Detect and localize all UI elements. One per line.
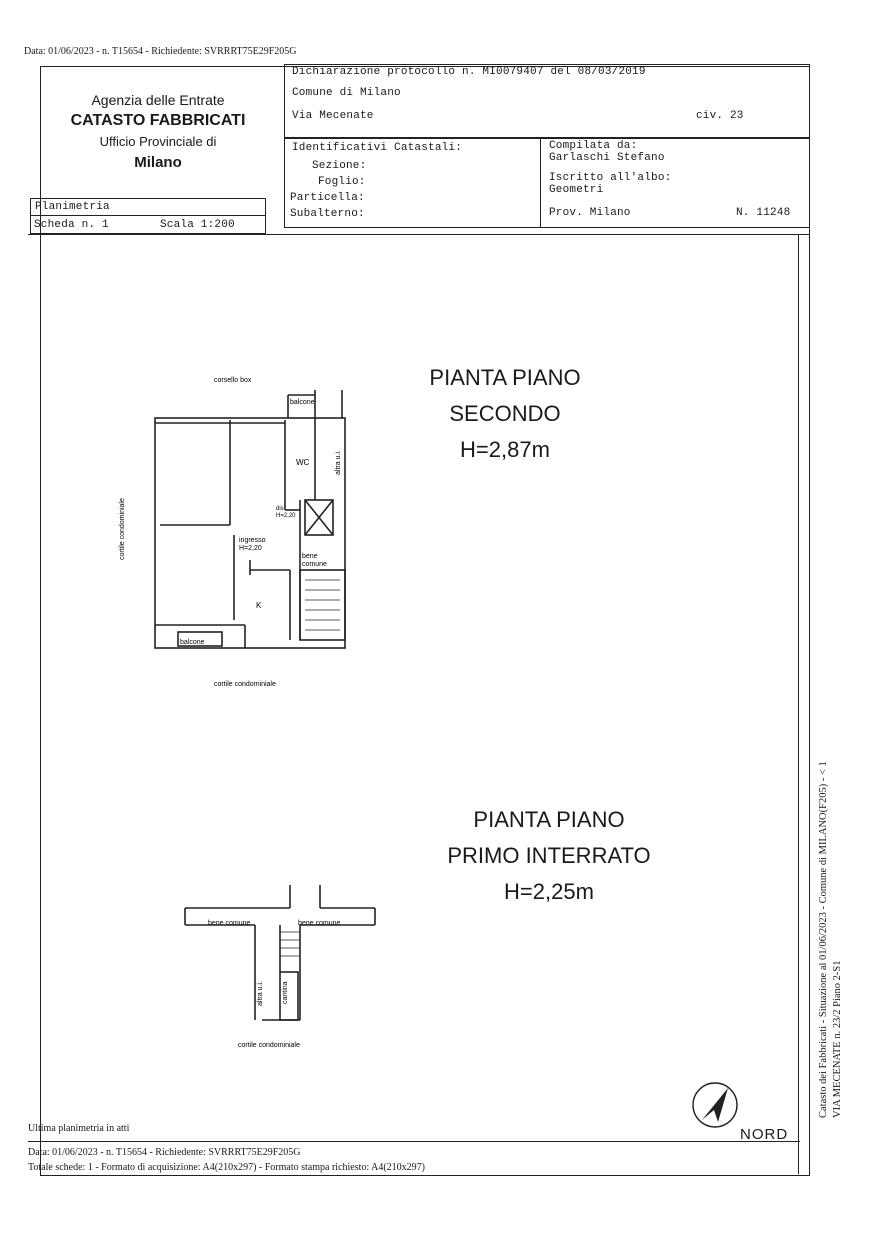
label-cortile-bottom: cortile condominiale: [214, 681, 276, 688]
floor1-title: [390, 360, 620, 468]
agency-header: [60, 90, 256, 174]
sheet-top-border: [28, 234, 810, 235]
floor1-title-line1: PIANTA PIANO: [429, 365, 581, 390]
label-balcone-bottom: balcone: [180, 639, 205, 646]
label-bene: bene: [302, 553, 318, 560]
albo-value: Geometri: [549, 184, 604, 196]
planimetria-divider: [30, 215, 266, 216]
albo-label: Iscritto all'albo:: [549, 172, 672, 184]
catasto-title: CATASTO FABBRICATI: [70, 112, 246, 129]
footer-data: Data: 01/06/2023 - n. T15654 - Richiedente: SVRRRT75E29F205G: [28, 1147, 301, 1158]
province: Prov. Milano: [549, 207, 631, 219]
footer-ultima: Ultima planimetria in atti: [28, 1123, 130, 1134]
floor2-title-line1: PIANTA PIANO: [473, 807, 625, 832]
foglio-label: Foglio:: [318, 176, 366, 188]
label-altra-ui: altra u.i.: [335, 450, 342, 475]
side-text-line1: Catasto dei Fabbricati - Situazione al 01/06/2023 - Comune di MILANO(F205) - < 1: [818, 761, 829, 1118]
walls-basement: [185, 885, 375, 1020]
scheda-number: Scheda n. 1: [34, 219, 109, 231]
floor-plan-basement: [180, 880, 380, 1055]
label-cortile-left: cortile condominiale: [119, 498, 126, 560]
compilata-label: Compilata da:: [549, 140, 638, 152]
identificativi-title: Identificativi Catastali:: [292, 142, 463, 154]
civic-number: civ. 23: [696, 110, 744, 122]
label-ingresso-height: H=2,20: [239, 545, 262, 552]
address-line: Via Mecenate: [292, 110, 374, 122]
city-name: Milano: [134, 154, 182, 171]
label-comune: comune: [302, 561, 327, 568]
north-label: NORD: [740, 1126, 789, 1143]
north-arrow-icon: [690, 1080, 740, 1130]
protocol-line: Dichiarazione protocollo n. MI0079407 del 08/03/2019: [292, 66, 646, 78]
label-bene-comune-2: bene comune: [298, 920, 341, 927]
side-text-line2: VIA MECENATE n. 23/2 Piano 2-S1: [832, 960, 843, 1118]
stairs-symbol: [305, 580, 340, 630]
label-wc: WC: [296, 458, 310, 467]
inner-right-border: [798, 234, 799, 1174]
label-bene-comune-1: bene comune: [208, 920, 251, 927]
floor2-height: H=2,25m: [504, 879, 594, 904]
label-cantina: cantina: [282, 981, 289, 1004]
label-altra-ui-basement: altra u.i.: [257, 981, 264, 1006]
floor2-title: [420, 802, 678, 910]
floor-plan-second: [100, 370, 370, 700]
footer-totale: Totale schede: 1 - Formato di acquisizione: A4(210x297) - Formato stampa richiesto: A4(210x297): [28, 1162, 425, 1173]
planimetria-label: Planimetria: [35, 201, 110, 213]
sezione-label: Sezione:: [312, 160, 367, 172]
subalterno-label: Subalterno:: [290, 208, 365, 220]
floor1-height: H=2,87m: [460, 437, 550, 462]
scale: Scala 1:200: [160, 219, 235, 231]
comune-line: Comune di Milano: [292, 87, 401, 99]
particella-label: Particella:: [290, 192, 365, 204]
walls-second-floor: [155, 390, 345, 648]
basement-stairs: [280, 932, 300, 956]
registration-number: N. 11248: [736, 207, 791, 219]
label-dis-height: H=2,20: [276, 513, 296, 519]
floor2-title-line2: PRIMO INTERRATO: [447, 843, 651, 868]
label-kitchen: K: [256, 601, 262, 610]
ufficio-label: Ufficio Provinciale di: [99, 134, 217, 149]
label-cortile-basement: cortile condominiale: [238, 1042, 300, 1049]
agency-name: Agenzia delle Entrate: [91, 92, 225, 108]
label-balcone-top: balcone: [290, 399, 315, 406]
floor1-title-line2: SECONDO: [449, 401, 561, 426]
compilata-name: Garlaschi Stefano: [549, 152, 665, 164]
label-dis: dis: [276, 506, 284, 512]
top-request-line: Data: 01/06/2023 - n. T15654 - Richiedente: SVRRRT75E29F205G: [24, 46, 297, 57]
label-ingresso: ingresso: [239, 537, 266, 544]
footer-divider: [28, 1141, 800, 1142]
identificativi-divider: [540, 138, 541, 228]
label-corsello: corsello box: [214, 377, 252, 384]
